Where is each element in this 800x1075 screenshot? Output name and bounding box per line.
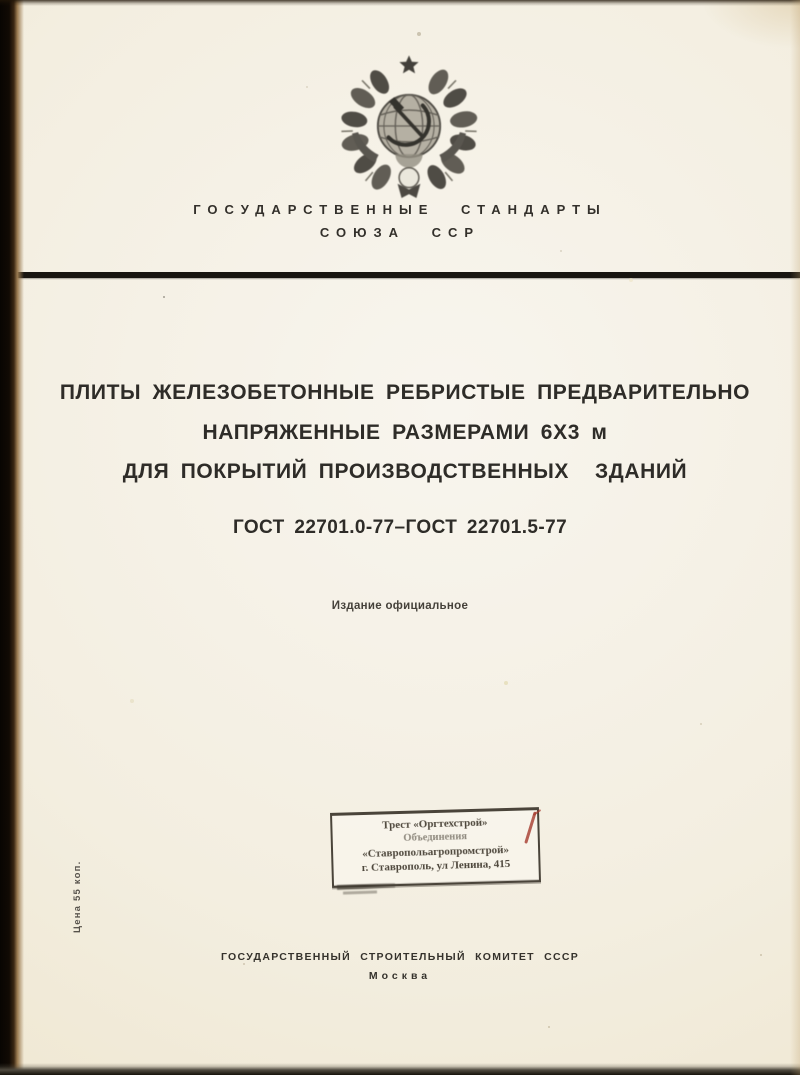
stamp-line4: г. Ставрополь, ул Ленина, 415 [361, 857, 511, 875]
scan-corner-shade [660, 0, 800, 70]
imprint-footer [0, 951, 800, 982]
scan-edge-top [0, 0, 800, 6]
title-line2: НАПРЯЖЕННЫЕ РАЗМЕРАМИ 6Х3 м [202, 421, 608, 444]
horizontal-divider-rule [0, 272, 800, 278]
stamp-line3: «Ставропольагропромстрой» [362, 843, 510, 861]
title-line3 [40, 460, 770, 483]
scan-edge-right [790, 0, 800, 1075]
document-title [40, 381, 770, 483]
edition-note: Издание официальное [331, 600, 469, 612]
masthead-line1: ГОСУДАРСТВЕННЫЕ СТАНДАРТЫ [193, 202, 607, 217]
title-line3-part1: ДЛЯ ПОКРЫТИЙ ПРОИЗВОДСТВЕННЫХ [122, 460, 570, 483]
price-note: Цена 55 коп. [72, 860, 83, 933]
ownership-stamp [330, 807, 541, 888]
ussr-coat-of-arms-icon [333, 50, 485, 202]
stamp-line1: Трест «Оргтехстрой» [381, 816, 488, 832]
title-line1: ПЛИТЫ ЖЕЛЕЗОБЕТОННЫЕ РЕБРИСТЫЕ ПРЕДВАРИТЕЛЬНО [59, 381, 751, 404]
gost-number-range: ГОСТ 22701.0-77–ГОСТ 22701.5-77 [232, 517, 568, 538]
masthead [0, 202, 800, 240]
title-line3-part2: ЗДАНИЙ [595, 460, 688, 483]
scan-edge-left [0, 0, 24, 1075]
stamp-line2: Объединения [403, 831, 468, 844]
publisher-name: ГОСУДАРСТВЕННЫЙ СТРОИТЕЛЬНЫЙ КОМИТЕТ СССР [220, 951, 580, 963]
masthead-line2: СОЮЗА ССР [319, 225, 481, 240]
publisher-city: Москва [368, 970, 432, 982]
scan-edge-bottom [0, 1063, 800, 1075]
